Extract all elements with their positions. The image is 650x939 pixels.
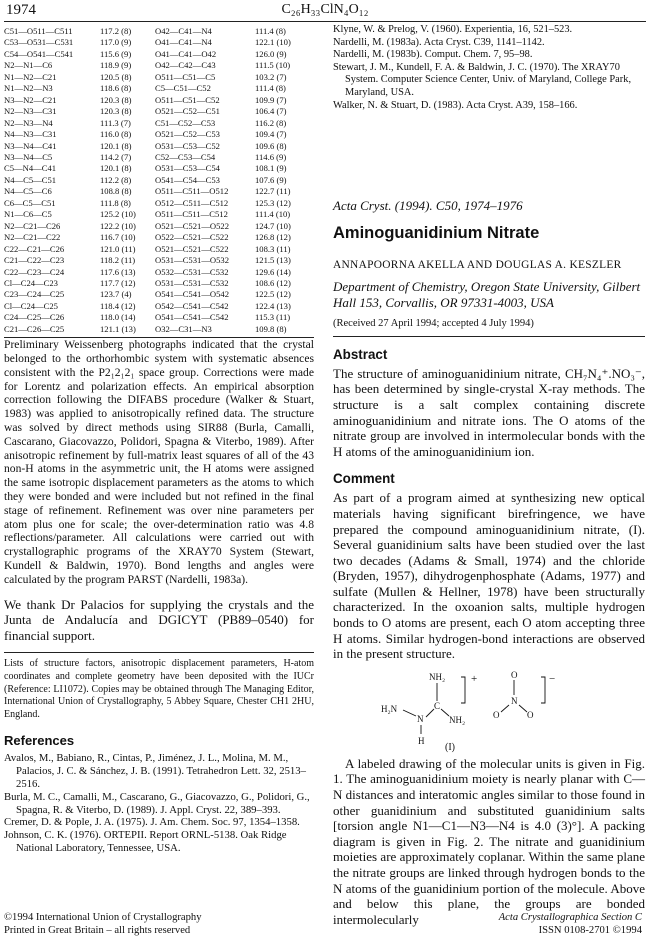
angle-value: 121.5 (13): [255, 255, 291, 266]
angle-atoms: C6—C5—C51: [4, 197, 56, 208]
table-row: [4, 278, 314, 289]
angle-atoms: N1—C6—C5: [4, 209, 52, 220]
experimental-text: Preliminary Weissenberg photographs indicated that the crystal belonged to the orthorhombic system with systematic absences consistent with the P2₁2₁2₁ space group. Corrections were made for Lorentz and polarization effects. An empirical absorption correction following the DIFABS procedure (Walker & Stuart, 1983) was applied to anisotropically refined data. The structure was solved by direct methods using SIR88 (Burla, Camalli, Cascarano, Giacovazzo, Polidori, Spagna & Viterbo, 1989). After anisotropic refinement by full-matrix least squares of all of the 43 non-H atoms in the asymmetric unit, the H atoms were assigned the same isotropic displacement parameters as the atoms to which they were bonded and were included but not refined in the final stage of refinement. Refinement was over nine parameters per atom plus one for scale; the over-determination ratio was 4.8 reflections/parameter. All calculations were carried out with crystallographic programs of the XRAY70 System (Stewart, Kundell & Baldwin, 1970). Bond lengths and angles were calculated by the program PARST (Nardelli, 1983a).: [4, 338, 314, 586]
angle-atoms: N1—N2—C21: [4, 71, 57, 82]
right-column: [333, 24, 645, 927]
angle-value: 115.3 (11): [255, 312, 291, 323]
angle-value: 117.0 (9): [100, 37, 132, 48]
footer-copyright: ©1994 International Union of Crystallography: [4, 912, 202, 923]
angle-value: 118.6 (8): [100, 83, 132, 94]
angle-atoms: O542—C541—C542: [155, 300, 229, 311]
table-row: [4, 232, 314, 243]
angle-atoms: O511—C511—C512: [155, 209, 228, 220]
angle-value: 124.7 (10): [255, 220, 291, 231]
angle-atoms: O531—C531—O532: [155, 255, 230, 266]
angle-value: 123.7 (4): [100, 289, 132, 300]
angle-value: 122.1 (10): [255, 37, 291, 48]
angle-value: 116.0 (8): [100, 129, 132, 140]
angle-atoms: N2—N3—C31: [4, 106, 57, 117]
table-row: [4, 49, 314, 60]
geometry-table: [4, 26, 314, 335]
angle-atoms: O511—C511—O512: [155, 186, 229, 197]
angle-value: 109.6 (8): [255, 140, 287, 151]
affiliation: Department of Chemistry, Oregon State University, Gilbert Hall 153, Corvallis, OR 97331-4003, USA: [333, 279, 641, 310]
article-authors: ANNAPOORNA AKELLA AND DOUGLAS A. KESZLER: [333, 259, 622, 272]
angle-value: 121.1 (13): [100, 323, 136, 334]
angle-atoms: O531—C53—C52: [155, 140, 220, 151]
angle-value: 122.7 (11): [255, 186, 291, 197]
table-row: [4, 301, 314, 312]
deposit-note: Lists of structure factors, anisotropic displacement parameters, H-atom coordinates and complete geometry have been deposited with the IUCr (Reference: LI1072). Copies may be obtained through The Managing Editor, International Union of Crystallography, 5 Abbey Square, Chester CH1 2HU, England.: [4, 658, 314, 720]
angle-atoms: O532—C531—C532: [155, 266, 229, 277]
angle-value: 114.2 (7): [100, 151, 132, 162]
table-row: [4, 289, 314, 300]
angle-atoms: O41—C41—O42: [155, 48, 217, 59]
chemical-scheme: [333, 668, 645, 756]
angle-value: 120.1 (8): [100, 140, 132, 151]
angle-value: 111.3 (7): [100, 117, 131, 128]
angle-value: 111.4 (8): [255, 26, 286, 36]
angle-atoms: O32—C31—N3: [155, 323, 212, 334]
angle-atoms: O41—C41—N4: [155, 37, 212, 48]
comment-paragraph-1: As part of a program aimed at synthesizing new optical materials having significant birefringence, we have prepared the compound aminoguanidinium nitrate, (I). Several guanidinium salts have been studied over the last two decades (Adams & Small, 1974) and the chloride (Bryden, 1957), dihydrogenphosphate (Adams, 1977) and sulfate (Mullen & Hellner, 1978) have been structurally characterized. In the oxoanion salts, multiple hydrogen bonds to O atoms are present, each O atom accepting three H atoms. Similar hydrogen-bond interactions are observed in the present structure.: [333, 490, 645, 662]
angle-value: 111.4 (10): [255, 209, 291, 220]
angle-value: 108.3 (11): [255, 243, 291, 254]
angle-value: 108.8 (8): [100, 186, 132, 197]
angle-atoms: C21—C22—C23: [4, 255, 65, 266]
angle-atoms: N4—C5—C51: [4, 174, 57, 185]
angle-atoms: N1—N2—N3: [4, 83, 53, 94]
abstract-rule: [333, 336, 645, 337]
angle-value: 107.6 (9): [255, 174, 287, 185]
angle-value: 106.4 (7): [255, 106, 287, 117]
angle-atoms: O521—C521—C522: [155, 243, 229, 254]
angle-value: 117.7 (12): [100, 277, 136, 288]
footer-journal: Acta Crystallographica Section C: [498, 912, 642, 923]
angle-value: 117.2 (8): [100, 26, 132, 36]
angle-value: 117.6 (13): [100, 266, 136, 277]
angle-value: 109.8 (8): [255, 323, 287, 334]
table-row: [4, 267, 314, 278]
table-row: [4, 106, 314, 117]
footer-issn: ISSN 0108-2701 ©1994: [538, 925, 642, 936]
angle-value: 118.2 (11): [100, 255, 136, 266]
angle-value: 114.6 (9): [255, 151, 287, 162]
scheme-nh2-right: NH₂: [449, 714, 466, 725]
angle-value: 108.1 (9): [255, 163, 287, 174]
angle-value: 120.5 (8): [100, 71, 132, 82]
angle-value: 109.4 (7): [255, 129, 287, 140]
angle-value: 118.0 (14): [100, 312, 136, 323]
scheme-minus: −: [549, 672, 556, 685]
reference-item: Johnson, C. K. (1976). ORTEPII. Report ORNL-5138. Oak Ridge National Laboratory, Tennessee, USA.: [4, 829, 287, 854]
table-row: [4, 209, 314, 220]
angle-atoms: N4—N3—C31: [4, 129, 57, 140]
table-row: [4, 118, 314, 129]
running-head: C₂₆H₃₃ClN₄O₁₂: [281, 2, 369, 17]
scheme-c1: C: [434, 700, 441, 711]
angle-atoms: O541—C541—O542: [155, 289, 230, 300]
angle-atoms: N2—C21—C26: [4, 220, 61, 231]
angle-atoms: C54—O541—C541: [4, 48, 74, 59]
angle-atoms: O521—C52—C51: [155, 106, 220, 117]
angle-atoms: N2—N3—N4: [4, 117, 53, 128]
table-row: [4, 312, 314, 323]
angle-atoms: N3—N4—C41: [4, 140, 57, 151]
angle-atoms: Cl—C24—C25: [4, 300, 58, 311]
angle-atoms: C5—N4—C41: [4, 163, 57, 174]
acknowledgement: We thank Dr Palacios for supplying the crystals and the Junta de Andalucía and DGICYT (PB89–0540) for financial support.: [4, 596, 314, 643]
angle-atoms: N2—N1—C6: [4, 60, 53, 71]
angle-value: 120.3 (8): [100, 106, 132, 117]
angle-value: 111.5 (10): [255, 60, 291, 71]
angle-value: 129.6 (14): [255, 266, 291, 277]
angle-value: 115.6 (9): [100, 48, 132, 59]
angle-atoms: O541—C54—C53: [155, 174, 220, 185]
reference-item: Klyne, W. & Prelog, V. (1960). Experientia, 16, 521–523.: [333, 24, 573, 35]
angle-value: 108.6 (12): [255, 277, 291, 288]
comment-paragraph-2: A labeled drawing of the molecular units is given in Fig. 1. The aminoguanidinium moiety is nearly planar with C—N distances and interatomic angles similar to those found in other guanidinium and substituted guanidinium salts [torsion angle N1—C1—N3—N4 is 4.0 (3)°]. A packing diagram is given in Fig. 2. The nitrate and guanidinium moieties are approximately coplanar. Within the same plane the nitrate groups are linked through hydrogen bonds to the N atoms of the guanidinium portion of the molecule. Above and below this plane, the groups are bonded intermolecularly: [333, 755, 645, 927]
angle-value: 126.8 (12): [255, 232, 291, 243]
angle-atoms: C21—C26—C25: [4, 323, 65, 334]
angle-value: 118.4 (12): [100, 300, 136, 311]
angle-atoms: O42—C41—N4: [155, 26, 212, 36]
comment-heading: Comment: [333, 471, 395, 487]
angle-value: 122.2 (10): [100, 220, 136, 231]
scheme-h2n: H₂N: [381, 703, 398, 714]
table-row: [4, 26, 314, 37]
table-row: [4, 60, 314, 71]
angle-atoms: C51—C52—C53: [155, 117, 216, 128]
angle-value: 121.0 (11): [100, 243, 136, 254]
scheme-o-top: O: [511, 669, 518, 680]
table-row: [4, 175, 314, 186]
angle-atoms: O521—C52—C53: [155, 129, 220, 140]
angle-atoms: N3—N4—C5: [4, 151, 53, 162]
scheme-n1: N: [417, 713, 424, 724]
angle-atoms: C23—C24—C25: [4, 289, 65, 300]
angle-value: 111.8 (8): [100, 197, 131, 208]
angle-value: 122.5 (12): [255, 289, 291, 300]
scheme-o-left: O: [493, 709, 500, 720]
angle-value: 116.7 (10): [100, 232, 136, 243]
references-heading: References: [4, 733, 75, 749]
table-row: [4, 129, 314, 140]
angle-atoms: C22—C23—C24: [4, 266, 65, 277]
angle-value: 126.0 (9): [255, 48, 287, 59]
deposit-rule: [4, 652, 314, 653]
journal-reference: Acta Cryst. (1994). C50, 1974–1976: [333, 198, 523, 214]
angle-atoms: O42—C42—C43: [155, 60, 216, 71]
table-row: [4, 83, 314, 94]
scheme-drawing: [333, 668, 645, 756]
reference-item: Avalos, M., Babiano, R., Cintas, P., Jiménez, J. L., Molina, M. M., Palacios, J. C. & Sánchez, J. B. (1991). Tetrahedron Lett. 32, 2513–2516.: [4, 752, 306, 790]
left-column: [4, 26, 314, 855]
angle-atoms: C24—C25—C26: [4, 312, 65, 323]
table-row: [4, 255, 314, 266]
table-row: [4, 221, 314, 232]
angle-atoms: C5—C51—C52: [155, 83, 211, 94]
received-dates: (Received 27 April 1994; accepted 4 July 1994): [333, 317, 534, 329]
reference-item: Nardelli, M. (1983b). Comput. Chem. 7, 95–98.: [333, 49, 533, 61]
page-header: [0, 0, 650, 22]
angle-atoms: Cl—C24—C23: [4, 277, 58, 288]
angle-atoms: C51—O511—C511: [4, 26, 73, 36]
angle-atoms: O541—C541—C542: [155, 312, 229, 323]
scheme-o-right: O: [527, 709, 534, 720]
angle-value: 122.4 (13): [255, 300, 291, 311]
angle-value: 116.2 (8): [255, 117, 287, 128]
references-list-left: [4, 752, 314, 854]
table-row: [4, 324, 314, 335]
angle-value: 103.2 (7): [255, 71, 287, 82]
page-number: 1974: [6, 2, 36, 18]
angle-atoms: N2—C21—C22: [4, 232, 61, 243]
footer-right: [499, 911, 642, 937]
scheme-label: (I): [445, 741, 455, 753]
references-list-right: [333, 24, 645, 112]
footer-printed: Printed in Great Britain – all rights reserved: [4, 925, 191, 936]
angle-value: 109.9 (7): [255, 94, 287, 105]
angle-value: 111.4 (8): [255, 83, 286, 94]
angle-atoms: O521—C521—O522: [155, 220, 230, 231]
table-row: [4, 186, 314, 197]
reference-item: Walker, N. & Stuart, D. (1983). Acta Cryst. A39, 158–166.: [333, 99, 578, 111]
angle-atoms: O512—C511—C512: [155, 197, 229, 208]
angle-atoms: N4—C5—C6: [4, 186, 52, 197]
angle-atoms: N3—N2—C21: [4, 94, 57, 105]
table-row: [4, 141, 314, 152]
article-title: Aminoguanidinium Nitrate: [333, 224, 540, 243]
scheme-n-nitrate: N: [511, 695, 518, 706]
table-row: [4, 152, 314, 163]
angle-value: 125.2 (10): [100, 209, 136, 220]
table-row: [4, 72, 314, 83]
angle-value: 118.9 (9): [100, 60, 132, 71]
abstract-heading: Abstract: [333, 346, 388, 362]
table-row: [4, 244, 314, 255]
scheme-h-bottom: H: [418, 735, 425, 746]
angle-atoms: O531—C531—C532: [155, 277, 229, 288]
table-row: [4, 37, 314, 48]
reference-item: Burla, M. C., Camalli, M., Cascarano, G., Giacovazzo, G., Polidori, G., Spagna, R. & Viterbo, D. (1989). J. Appl. Cryst. 22, 389–393.: [4, 790, 310, 816]
table-row: [4, 163, 314, 174]
angle-value: 112.2 (8): [100, 174, 132, 185]
header-rule: [4, 21, 646, 22]
angle-value: 120.3 (8): [100, 94, 132, 105]
table-row: [4, 95, 314, 106]
angle-atoms: C22—C21—C26: [4, 243, 65, 254]
angle-atoms: C53—O531—C531: [4, 37, 74, 48]
scheme-nh2-top: NH₂: [429, 671, 446, 682]
angle-atoms: C52—C53—C54: [155, 151, 216, 162]
abstract-text: The structure of aminoguanidinium nitrate, CH₇N₄⁺.NO₃⁻, has been determined by single-crystal X-ray methods. The structure is a salt complex containing discrete aminoguanidinium and nitrate ions. The O atoms of the nitrate group are involved in intermolecular bonds with the H atoms of the aminoguanidinium ion.: [333, 365, 645, 459]
reference-item: Stewart, J. M., Kundell, F. A. & Baldwin, J. C. (1970). The XRAY70 System. Computer Science Center, Univ. of Maryland, College Park, Maryland, USA.: [333, 61, 632, 98]
angle-atoms: O522—C521—C522: [155, 232, 229, 243]
reference-item: Cremer, D. & Pople, J. A. (1975). J. Am. Chem. Soc. 97, 1354–1358.: [4, 816, 300, 829]
angle-atoms: O531—C53—C54: [155, 163, 220, 174]
footer-left: [4, 911, 202, 937]
angle-atoms: O511—C51—C5: [155, 71, 216, 82]
table-row: [4, 198, 314, 209]
scheme-plus: +: [471, 672, 478, 685]
reference-item: Nardelli, M. (1983a). Acta Cryst. C39, 1141–1142.: [333, 36, 545, 48]
angle-value: 120.1 (8): [100, 163, 132, 174]
angle-value: 125.3 (12): [255, 197, 291, 208]
angle-atoms: O511—C51—C52: [155, 94, 220, 105]
